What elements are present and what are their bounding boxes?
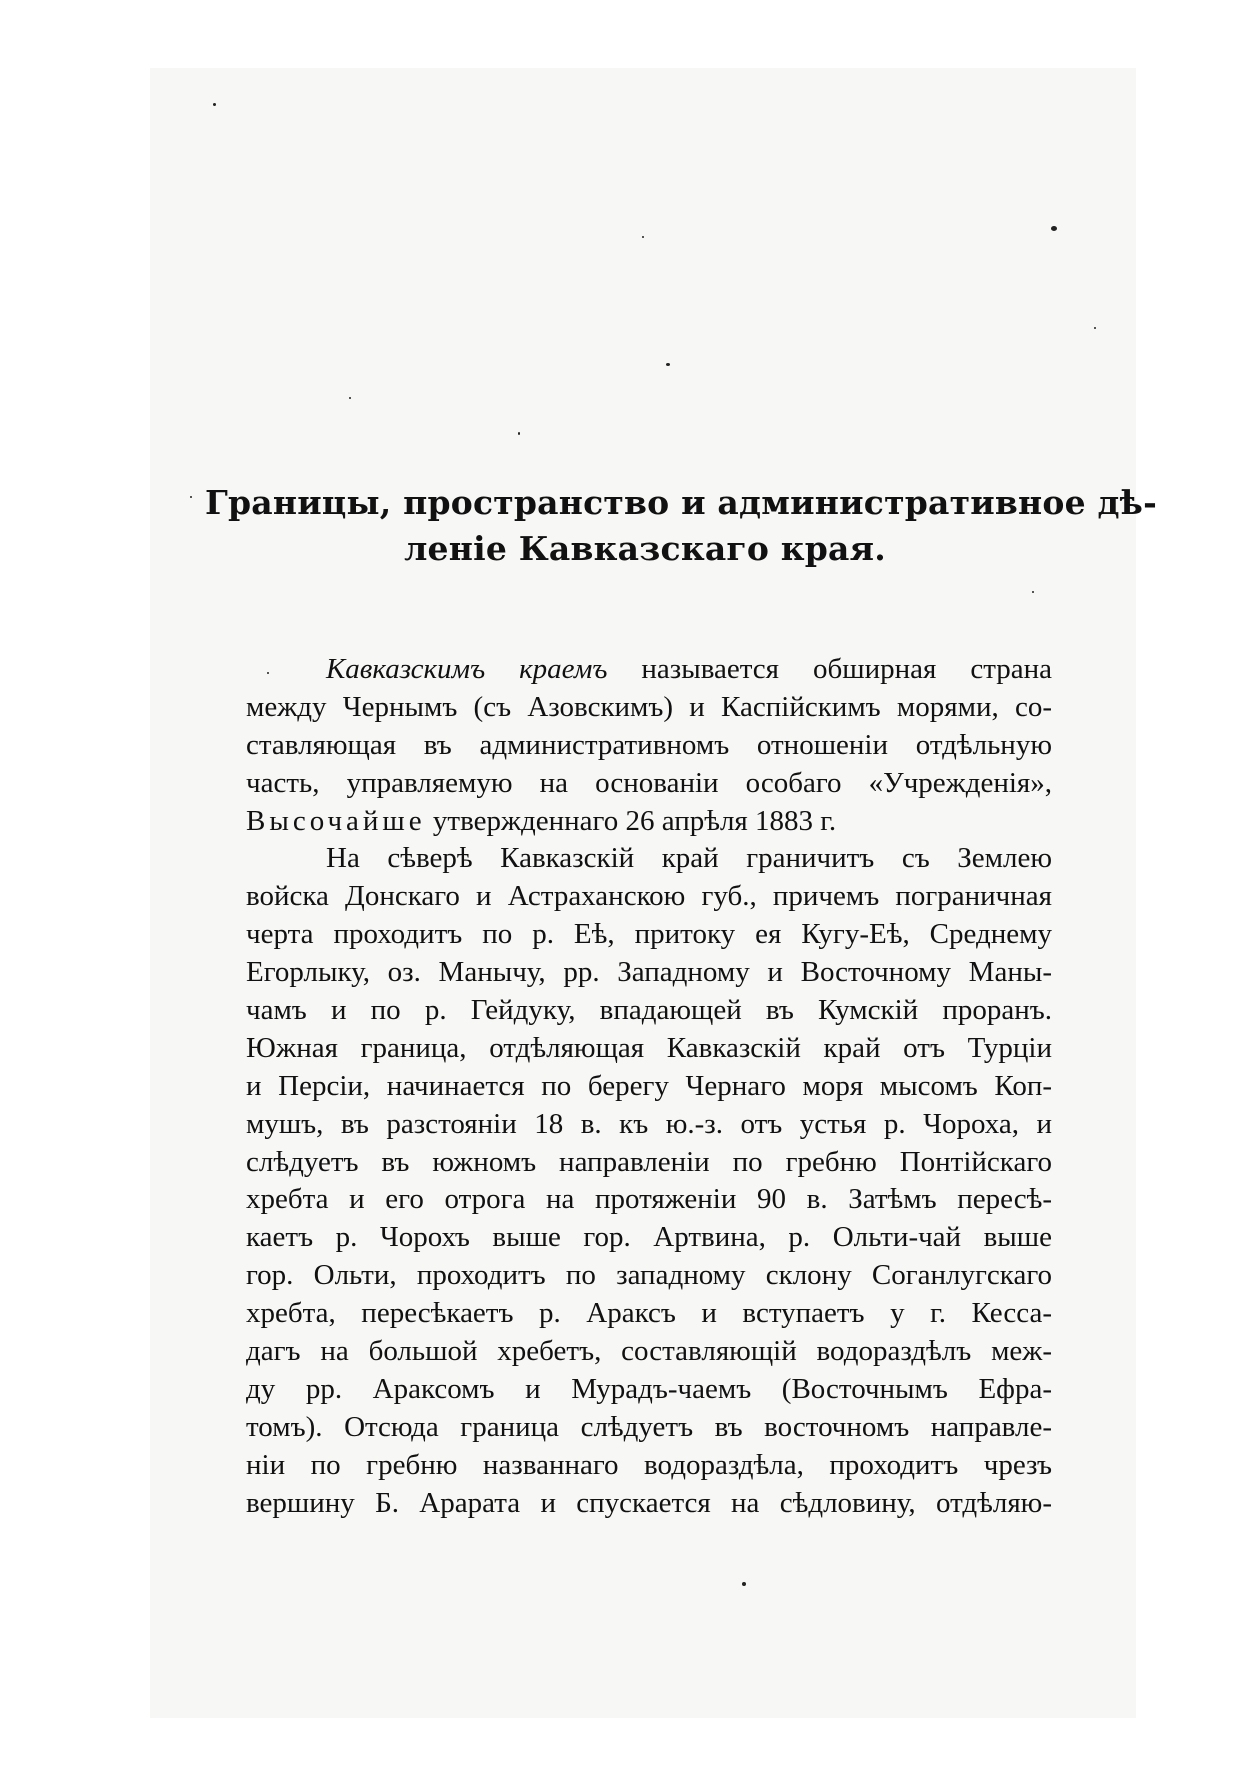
- text-line-rest: утвержденнаго 26 апрѣля 1883 г.: [432, 804, 837, 837]
- text-line: Егорлыку, оз. Манычу, рр. Западному и Восточному Маны-: [246, 956, 1052, 989]
- text-line: часть, управляемую на основаніи особаго «Учрежденія»,: [246, 766, 1052, 799]
- scan-speck: [190, 496, 192, 498]
- text-line: чамъ и по р. Гейдуку, впадающей въ Кумскій проранъ.: [246, 994, 1052, 1027]
- text-line: вершину Б. Арарата и спускается на сѣдловину, отдѣляю-: [246, 1486, 1052, 1519]
- text-line: хребта и его отрога на протяженіи 90 в. Затѣмъ пересѣ-: [246, 1183, 1052, 1216]
- text-line: ніи по гребню названнаго водораздѣла, проходитъ чрезъ: [246, 1448, 1052, 1481]
- text-line: томъ). Отсюда граница слѣдуетъ въ восточномъ направле-: [246, 1410, 1052, 1443]
- italic-term: Кавказскимъ краемъ: [326, 653, 608, 685]
- text-line: дагъ на большой хребетъ, составляющій водораздѣлъ меж-: [246, 1335, 1052, 1368]
- paragraph-1: [246, 651, 1052, 840]
- text-line: войска Донскаго и Астраханскою губ., причемъ пограничная: [246, 880, 1052, 913]
- scan-speck: [1051, 226, 1057, 231]
- scan-speck: [642, 236, 644, 238]
- text-line: ду рр. Араксомъ и Мурадъ-чаемъ (Восточнымъ Ефра-: [246, 1372, 1052, 1405]
- text-line: и Персіи, начинается по берегу Чернаго моря мысомъ Коп-: [246, 1069, 1052, 1102]
- scan-speck: [666, 363, 670, 366]
- text-line: каетъ р. Чорохъ выше гор. Артвина, р. Ольти-чай выше: [246, 1221, 1052, 1254]
- scan-speck: [1032, 591, 1034, 593]
- text-line: черта проходитъ по р. Еѣ, притоку ея Кугу-Еѣ, Среднему: [246, 918, 1052, 951]
- text-line: хребта, пересѣкаетъ р. Араксъ и вступаетъ у г. Кесса-: [246, 1297, 1052, 1330]
- text-line: Южная граница, отдѣляющая Кавказскій край отъ Турціи: [246, 1031, 1052, 1064]
- text-line: гор. Ольти, проходитъ по западному склону Соганлугскаго: [246, 1259, 1052, 1292]
- heading-line-2: леніе Кавказскаго края.: [404, 529, 886, 568]
- scan-speck: [1094, 327, 1096, 329]
- heading-line-1: Границы, пространство и административное дѣ-: [205, 483, 1157, 522]
- scan-speck: [349, 397, 351, 399]
- scan-speck: [742, 1582, 746, 1586]
- text-line: [246, 651, 1052, 689]
- scan-speck: [213, 103, 216, 106]
- page-heading: [205, 480, 1157, 572]
- text-line: [246, 803, 1052, 841]
- text-line: между Чернымъ (съ Азовскимъ) и Каспійскимъ морями, со-: [246, 690, 1052, 723]
- text-line: мушъ, въ разстояніи 18 в. къ ю.-з. отъ устья р. Чороха, и: [246, 1107, 1052, 1140]
- text-line: На сѣверѣ Кавказскій край граничитъ съ Землею: [326, 842, 1052, 875]
- paragraph-2: [246, 840, 1052, 1522]
- body-text: [246, 651, 1052, 1522]
- text-line: ставляющая въ административномъ отношеніи отдѣльную: [246, 728, 1052, 761]
- scan-speck: [518, 432, 520, 435]
- text-line: слѣдуетъ въ южномъ направленіи по гребню Понтійскаго: [246, 1145, 1052, 1178]
- spaced-word: Высочайше: [246, 804, 426, 837]
- text-line-rest: называется обширная страна: [641, 653, 1052, 685]
